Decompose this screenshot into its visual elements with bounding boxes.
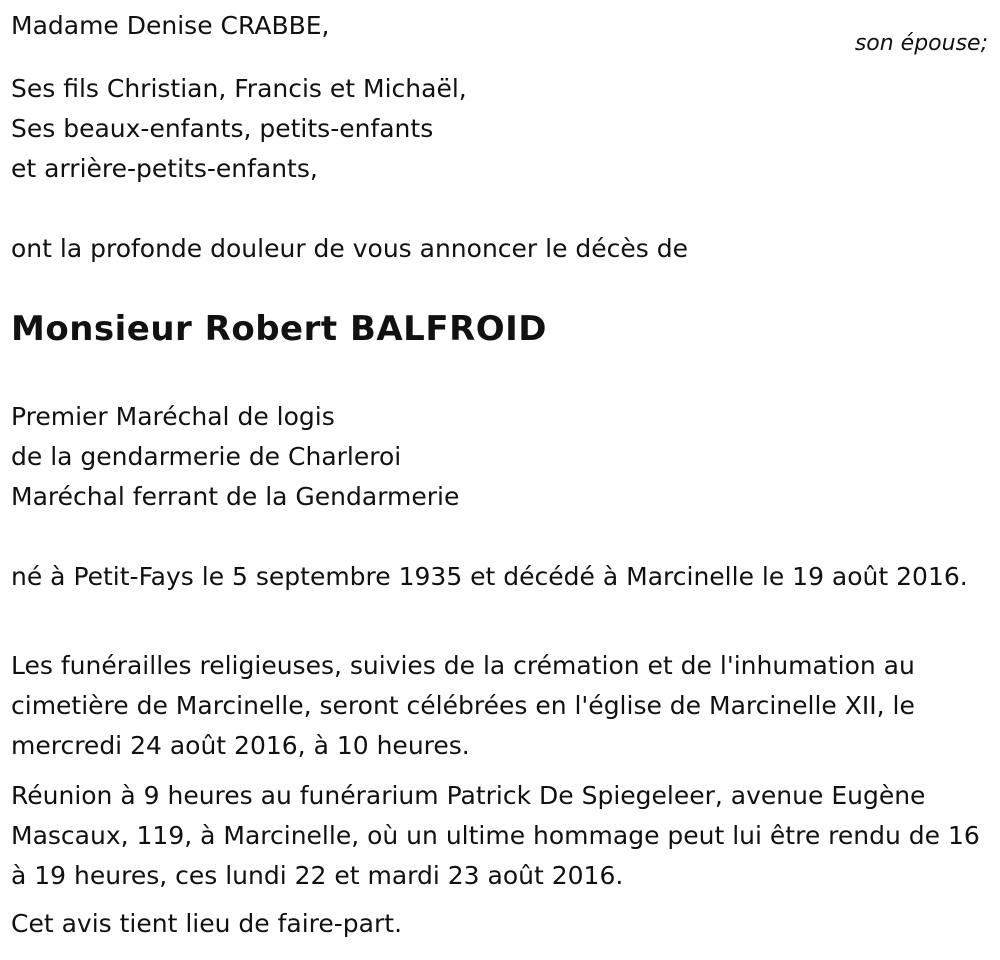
title-line: Maréchal ferrant de la Gendarmerie <box>11 482 460 511</box>
spouse-role: son épouse; <box>854 31 988 56</box>
deceased-name: Monsieur Robert BALFROID <box>11 309 548 349</box>
announcement-text: ont la profonde douleur de vous annoncer le décès de <box>11 234 689 263</box>
family-line: et arrière-petits-enfants, <box>11 154 318 183</box>
title-line: de la gendarmerie de Charleroi <box>11 442 402 471</box>
birth-death-paragraph: né à Petit-Fays le 5 septembre 1935 et décédé à Marcinelle le 19 août 2016. <box>11 562 968 591</box>
family-line: Ses beaux-enfants, petits-enfants <box>11 114 434 143</box>
title-line: Premier Maréchal de logis <box>11 402 335 431</box>
visitation-paragraph: Réunion à 9 heures au funérarium Patrick De Spiegeleer, avenue Eugène Mascaux, 119, à Marcinelle, où un ultime hommage peut lui être rendu de 16 à 19 heures, ces lundi 22 et mardi 23 août 2016. <box>11 781 980 890</box>
spouse-name: Madame Denise CRABBE, <box>11 11 330 40</box>
funeral-paragraph: Les funérailles religieuses, suivies de la crémation et de l'inhumation au cimetière de Marcinelle, seront célébrées en l'église de Marcinelle XII, le mercredi 24 août 2016, à 10 heures. <box>11 651 915 760</box>
closing-note: Cet avis tient lieu de faire-part. <box>11 909 403 938</box>
family-line: Ses fils Christian, Francis et Michaël, <box>11 74 467 103</box>
